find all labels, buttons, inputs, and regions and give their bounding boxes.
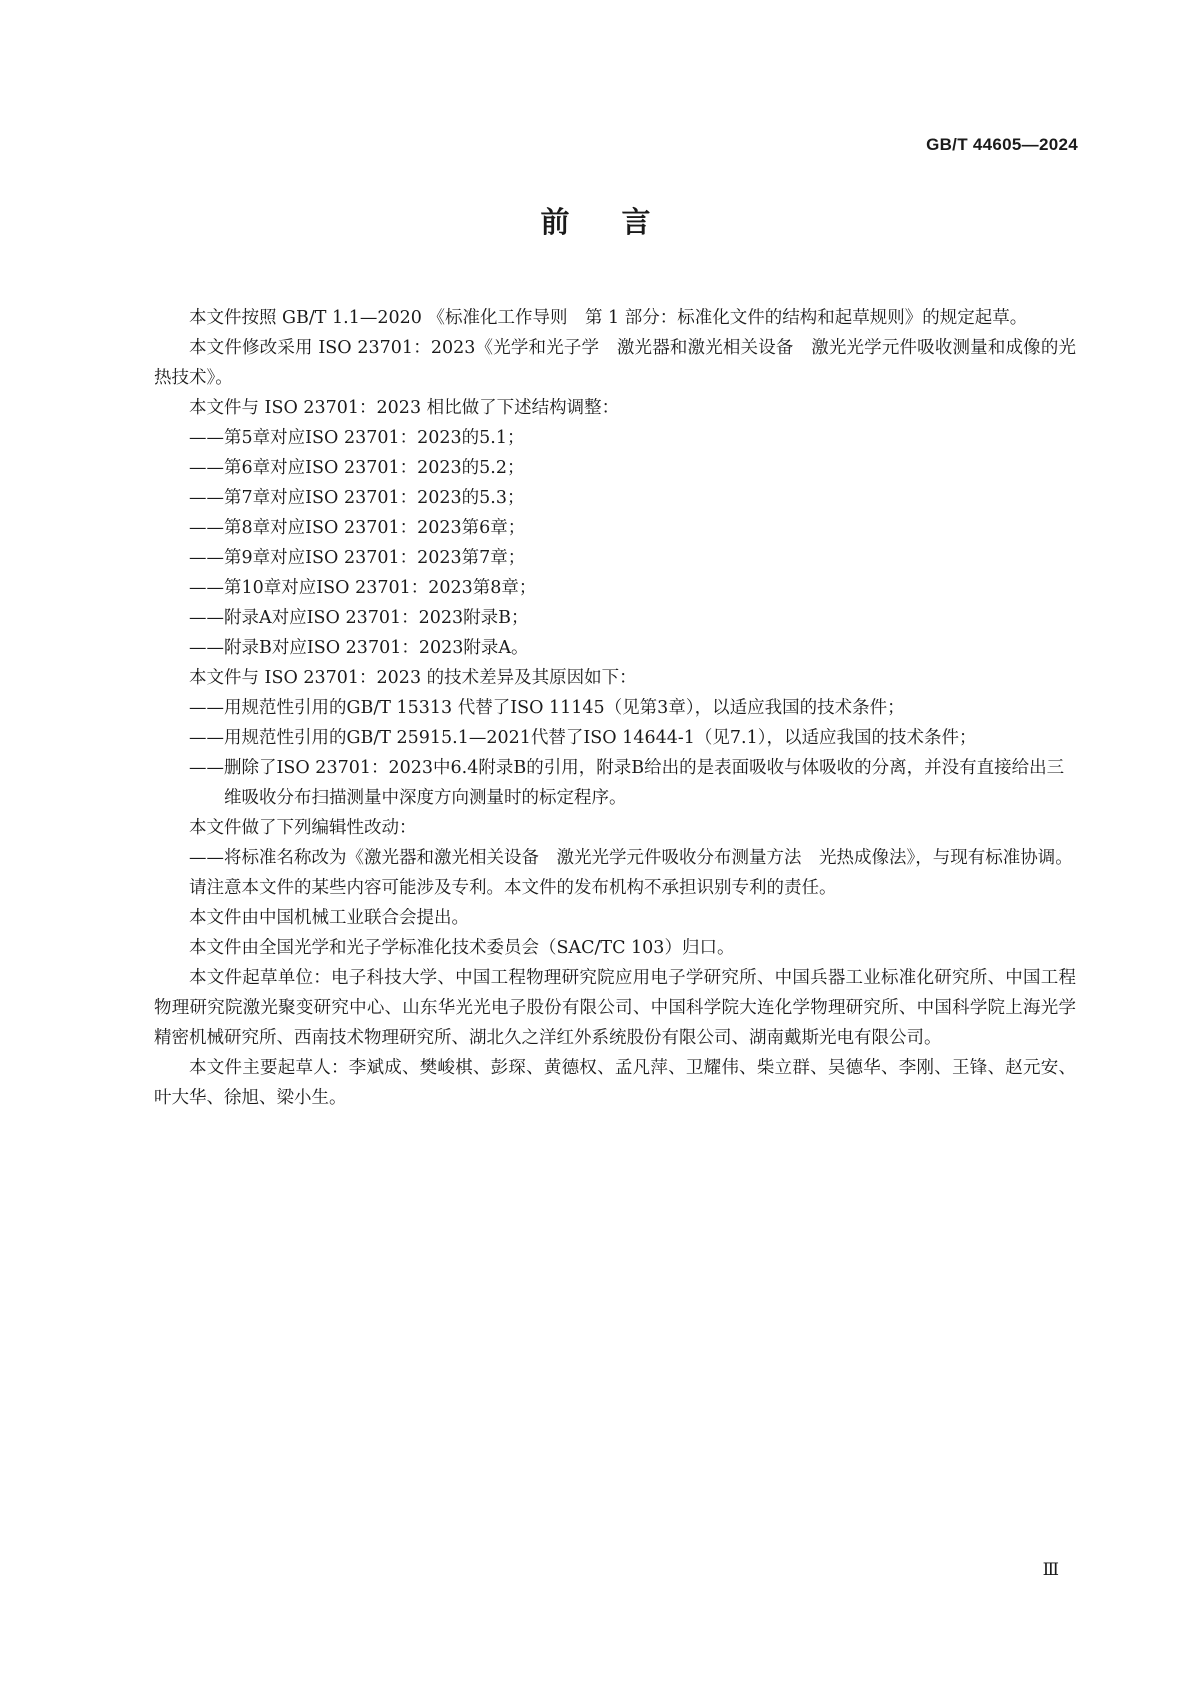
list-item: ——用规范性引用的GB/T 15313 代替了ISO 11145（见第3章），以适应我国的技术条件； <box>189 698 905 718</box>
list-item: ——将标准名称改为《激光器和激光相关设备 激光光学元件吸收分布测量方法 光热成像法》，与现有标准协调。 <box>189 848 1073 868</box>
paragraph-adoption: 本文件修改采用 ISO 23701：2023《光学和光子学 激光器和激光相关设备 激光光学元件吸收测量和成像的光热技术》。 <box>154 338 1076 388</box>
list-item: ——附录A对应ISO 23701：2023附录B； <box>189 608 529 628</box>
paragraph-tech-diff-intro: 本文件与 ISO 23701：2023 的技术差异及其原因如下： <box>189 668 637 688</box>
paragraph-patent-notice: 请注意本文件的某些内容可能涉及专利。本文件的发布机构不承担识别专利的责任。 <box>189 878 837 898</box>
list-item: ——附录B对应ISO 23701：2023附录A。 <box>189 638 529 658</box>
paragraph-drafting-units: 本文件起草单位：电子科技大学、中国工程物理研究院应用电子学研究所、中国兵器工业标准化研究所、中国工程物理研究院激光聚变研究中心、山东华光光电子股份有限公司、中国科学院大连化学物理研究所、中国科学院上海光学精密机械研究所、西南技术物理研究所、湖北久之洋红外系统股份有限公司、湖南戴斯光电有限公司。 <box>154 968 1076 1048</box>
list-item: ——第8章对应ISO 23701：2023第6章； <box>189 518 526 538</box>
list-item: ——第7章对应ISO 23701：2023的5.3； <box>189 488 525 508</box>
preface-body <box>154 303 1076 1113</box>
paragraph-committee: 本文件由全国光学和光子学标准化技术委员会（SAC/TC 103）归口。 <box>189 938 735 958</box>
paragraph-editorial-intro: 本文件做了下列编辑性改动： <box>189 818 417 838</box>
list-item: ——用规范性引用的GB/T 25915.1—2021代替了ISO 14644-1（见7.1），以适应我国的技术条件； <box>189 728 977 748</box>
list-item: ——删除了ISO 23701：2023中6.4附录B的引用，附录B给出的是表面吸收与体吸收的分离，并没有直接给出三维吸收分布扫描测量中深度方向测量时的标定程序。 <box>189 758 1065 808</box>
list-item: ——第10章对应ISO 23701：2023第8章； <box>189 578 537 598</box>
paragraph-drafters: 本文件主要起草人：李斌成、樊峻棋、彭琛、黄德权、孟凡萍、卫耀伟、柴立群、吴德华、李刚、王锋、赵元安、叶大华、徐旭、梁小生。 <box>154 1058 1076 1108</box>
list-item: ——第6章对应ISO 23701：2023的5.2； <box>189 458 525 478</box>
page-number: Ⅲ <box>1042 1560 1059 1580</box>
paragraph-structure-intro: 本文件与 ISO 23701：2023 相比做了下述结构调整： <box>189 398 620 418</box>
standard-number: GB/T 44605—2024 <box>926 135 1078 154</box>
editorial-list <box>154 843 1076 873</box>
structure-list <box>154 423 1076 663</box>
list-item: ——第5章对应ISO 23701：2023的5.1； <box>189 428 525 448</box>
tech-diff-list <box>154 693 1076 813</box>
paragraph-proposer: 本文件由中国机械工业联合会提出。 <box>189 908 469 928</box>
page-title: 前言 <box>540 205 703 239</box>
list-item: ——第9章对应ISO 23701：2023第7章； <box>189 548 526 568</box>
paragraph-drafting-rules: 本文件按照 GB/T 1.1—2020 《标准化工作导则 第 1 部分：标准化文件的结构和起草规则》的规定起草。 <box>189 308 1028 328</box>
